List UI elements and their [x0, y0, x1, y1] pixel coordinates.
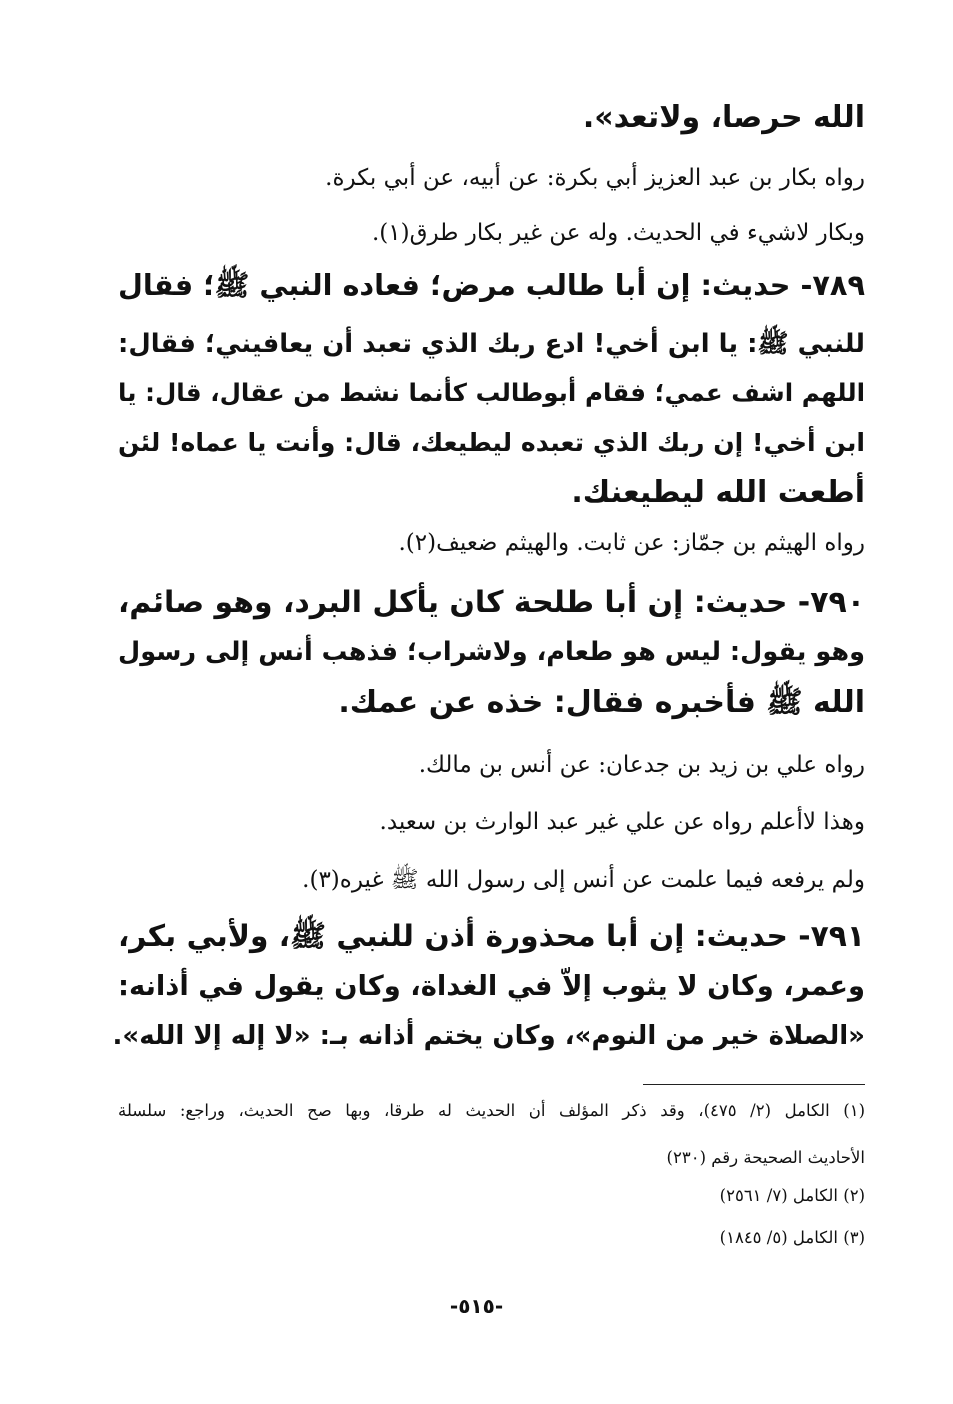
hadith-790-line-2: وهو يقول: ليس هو طعام، ولاشراب؛ فذهب أنس إلى رسول	[118, 637, 865, 667]
text-line-narrator-haytham: رواه الهيثم بن جمّاز: عن ثابت. والهيثم ضعيف(٢).	[398, 530, 865, 556]
footnote-2: (٢) الكامل (٧/ ٢٥٦١)	[719, 1186, 865, 1205]
text-line-1: الله حرصا، ولاتعد».	[582, 100, 865, 135]
hadith-791-line-2: وعمر، وكان لا يثوب إلاّ في الغداة، وكان يقول في أذانه:	[118, 971, 865, 1002]
footnote-1-line-1: (١) الكامل (٢/ ٤٧٥)، وقد ذكر المؤلف أن الحديث له طرقا، وبها صح الحديث، وراجع: سلسلة	[118, 1101, 865, 1120]
hadith-790-line-3: الله ﷺ فأخبره فقال: خذه عن عمك.	[338, 685, 865, 720]
text-line-raf: ولم يرفعه فيما علمت عن أنس إلى رسول الله ﷺ غيره(٣).	[302, 867, 865, 893]
text-line-2: رواه بكار بن عبد العزيز أبي بكرة: عن أبيه، عن أبي بكرة.	[325, 165, 865, 191]
text-line-3: وبكار لاشيء في الحديث. وله عن غير بكار طرق(١).	[372, 220, 865, 246]
text-line-abdulwarith: وهذا لاأعلم رواه عن علي غير عبد الوارث بن سعيد.	[379, 809, 865, 835]
hadith-789-line-4: ابن أخي! إن ربك الذي تعبده ليطيعك، قال: وأنت يا عماه! لئن	[118, 428, 865, 457]
hadith-789-line-1: ٧٨٩- حديث: إن أبا طالب مرض؛ فعاده النبي ﷺ؛ فقال	[118, 268, 865, 302]
text-line-narrator-ali: رواه علي بن زيد بن جدعان: عن أنس بن مالك.	[418, 752, 865, 778]
hadith-791-line-1: ٧٩١- حديث: إن أبا محذورة أذن للنبي ﷺ، ولأبي بكر،	[118, 919, 865, 954]
hadith-789-line-5: أطعت الله ليطيعنك.	[571, 475, 865, 510]
footnote-3: (٣) الكامل (٥/ ١٨٤٥)	[719, 1228, 865, 1247]
footnote-1-line-2: الأحاديث الصحيحة رقم (٢٣٠)	[666, 1148, 865, 1167]
page-number: -٥١٥-	[449, 1294, 504, 1318]
footnote-divider	[643, 1084, 865, 1085]
hadith-789-line-3: اللهم اشف عمي؛ فقام أبوطالب كأنما نشط من عقال، قال: يا	[118, 378, 865, 407]
hadith-790-line-1: ٧٩٠- حديث: إن أبا طلحة كان يأكل البرد، وهو صائم،	[117, 585, 865, 620]
hadith-789-line-2: للنبي ﷺ: يا ابن أخي! ادع ربك الذي تعبد أن يعافيني؛ فقال:	[118, 329, 865, 359]
hadith-791-line-3: «الصلاة خير من النوم»، وكان يختم أذانه بـ: «لا إله إلا الله».	[112, 1021, 865, 1051]
